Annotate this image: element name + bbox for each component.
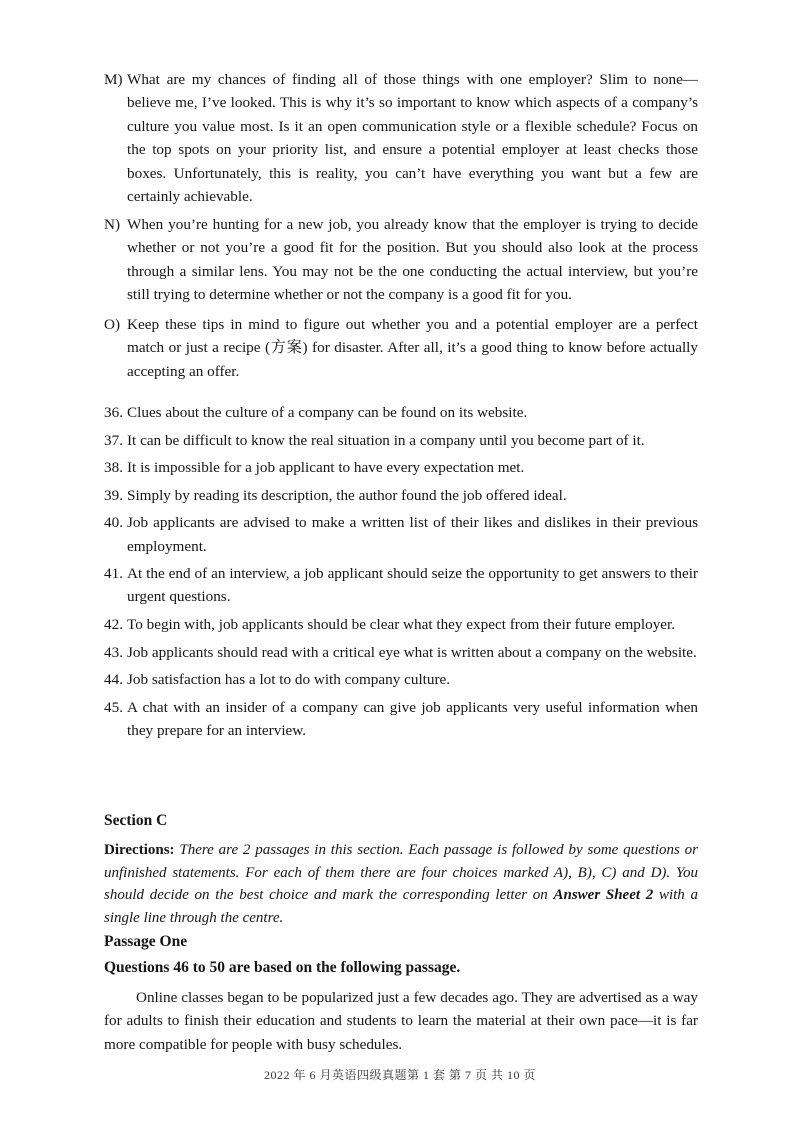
statement-item: [104, 613, 698, 636]
statement-text: It is impossible for a job applicant to have every expectation met.: [127, 459, 525, 477]
passage-body: Online classes began to be popularized just a few decades ago. They are advertised as a way for adults to finish their education and students to learn the material at their own pace—it is far more compatible for people with busy schedules.: [104, 989, 698, 1053]
questions-heading: Questions 46 to 50 are based on the following passage.: [104, 959, 461, 976]
statement-text: At the end of an interview, a job applicant should seize the opportunity to get answers to their urgent questions.: [127, 565, 698, 606]
statement-number: 44.: [104, 671, 123, 689]
directions-end: with a single line through the centre.: [104, 887, 699, 926]
statement-item: [104, 641, 698, 664]
statement-item: [104, 401, 698, 424]
statement-text: Simply by reading its description, the author found the job offered ideal.: [127, 486, 567, 504]
paragraph-m: [104, 68, 698, 208]
paragraph-o: [104, 313, 698, 383]
paragraph-text: Keep these tips in mind to figure out whether you and a potential employer are a perfect match or just a recipe (方案) for disaster. After all, it’s a good thing to know before actually accepting an offer.: [127, 316, 698, 380]
statement-text: Clues about the culture of a company can be found on its website.: [127, 404, 528, 421]
statement-number: 40.: [104, 514, 123, 532]
statement-number: 43.: [104, 643, 123, 661]
paragraph-label: O): [104, 316, 121, 333]
directions-text: There are 2 passages in this section. Each passage is followed by some questions or unfinished statements. For each of them there are four choices marked A), B), C) and D). You should decide on the best choice and mark the corresponding letter on: [104, 842, 699, 903]
statement-number: 36.: [104, 404, 123, 421]
statement-item: [104, 429, 698, 452]
paragraph-text: When you’re hunting for a new job, you already know that the employer is trying to decide whether or not you’re a good fit for the position. But you should also look at the process through a similar lens. You may not be the one conducting the actual interview, but you’re still trying to determine whether or not the company is a good fit for you.: [127, 216, 698, 304]
paragraph-n: [104, 213, 698, 307]
statement-list: [104, 401, 698, 747]
directions: [104, 839, 698, 929]
statement-text: A chat with an insider of a company can give job applicants very useful information when they prepare for an interview.: [127, 698, 698, 739]
statement-number: 41.: [104, 565, 123, 583]
statement-number: 42.: [104, 615, 123, 633]
statement-text: It can be difficult to know the real situation in a company until you become part of it.: [127, 431, 645, 449]
statement-text: Job applicants are advised to make a written list of their likes and dislikes in their previous employment.: [127, 514, 698, 555]
paragraph-text: What are my chances of finding all of those things with one employer? Slim to none—believe me, I’ve looked. This is why it’s so important to know which aspects of a company’s culture you value most. Is it an open communication style or a flexible schedule? Focus on the top spots on your priority list, and ensure a potential employer at least checks those boxes. Unfortunately, this is reality, you can’t have everything you want but a few are certainly achievable.: [127, 71, 698, 206]
paragraph-label: M): [104, 71, 123, 88]
statement-text: Job satisfaction has a lot to do with company culture.: [127, 671, 451, 689]
statement-number: 39.: [104, 486, 123, 504]
statement-item: [104, 511, 698, 557]
statement-item: [104, 456, 698, 479]
page-footer: 2022 年 6 月英语四级真题第 1 套 第 7 页 共 10 页: [263, 1068, 536, 1082]
directions-label: Directions:: [104, 842, 175, 858]
statement-item: [104, 668, 698, 691]
section-title: Section C: [104, 812, 168, 829]
statement-number: 45.: [104, 698, 123, 716]
passage-title: Passage One: [104, 933, 188, 950]
statement-text: To begin with, job applicants should be clear what they expect from their future employer.: [127, 615, 676, 633]
statement-item: [104, 562, 698, 608]
statement-text: Job applicants should read with a critical eye what is written about a company on the website.: [127, 643, 697, 661]
statement-item: [104, 696, 698, 742]
statement-item: [104, 484, 698, 507]
paragraph-label: N): [104, 216, 121, 233]
directions-answer-sheet: Answer Sheet 2: [553, 887, 654, 903]
statement-number: 37.: [104, 431, 123, 449]
statement-number: 38.: [104, 459, 123, 477]
